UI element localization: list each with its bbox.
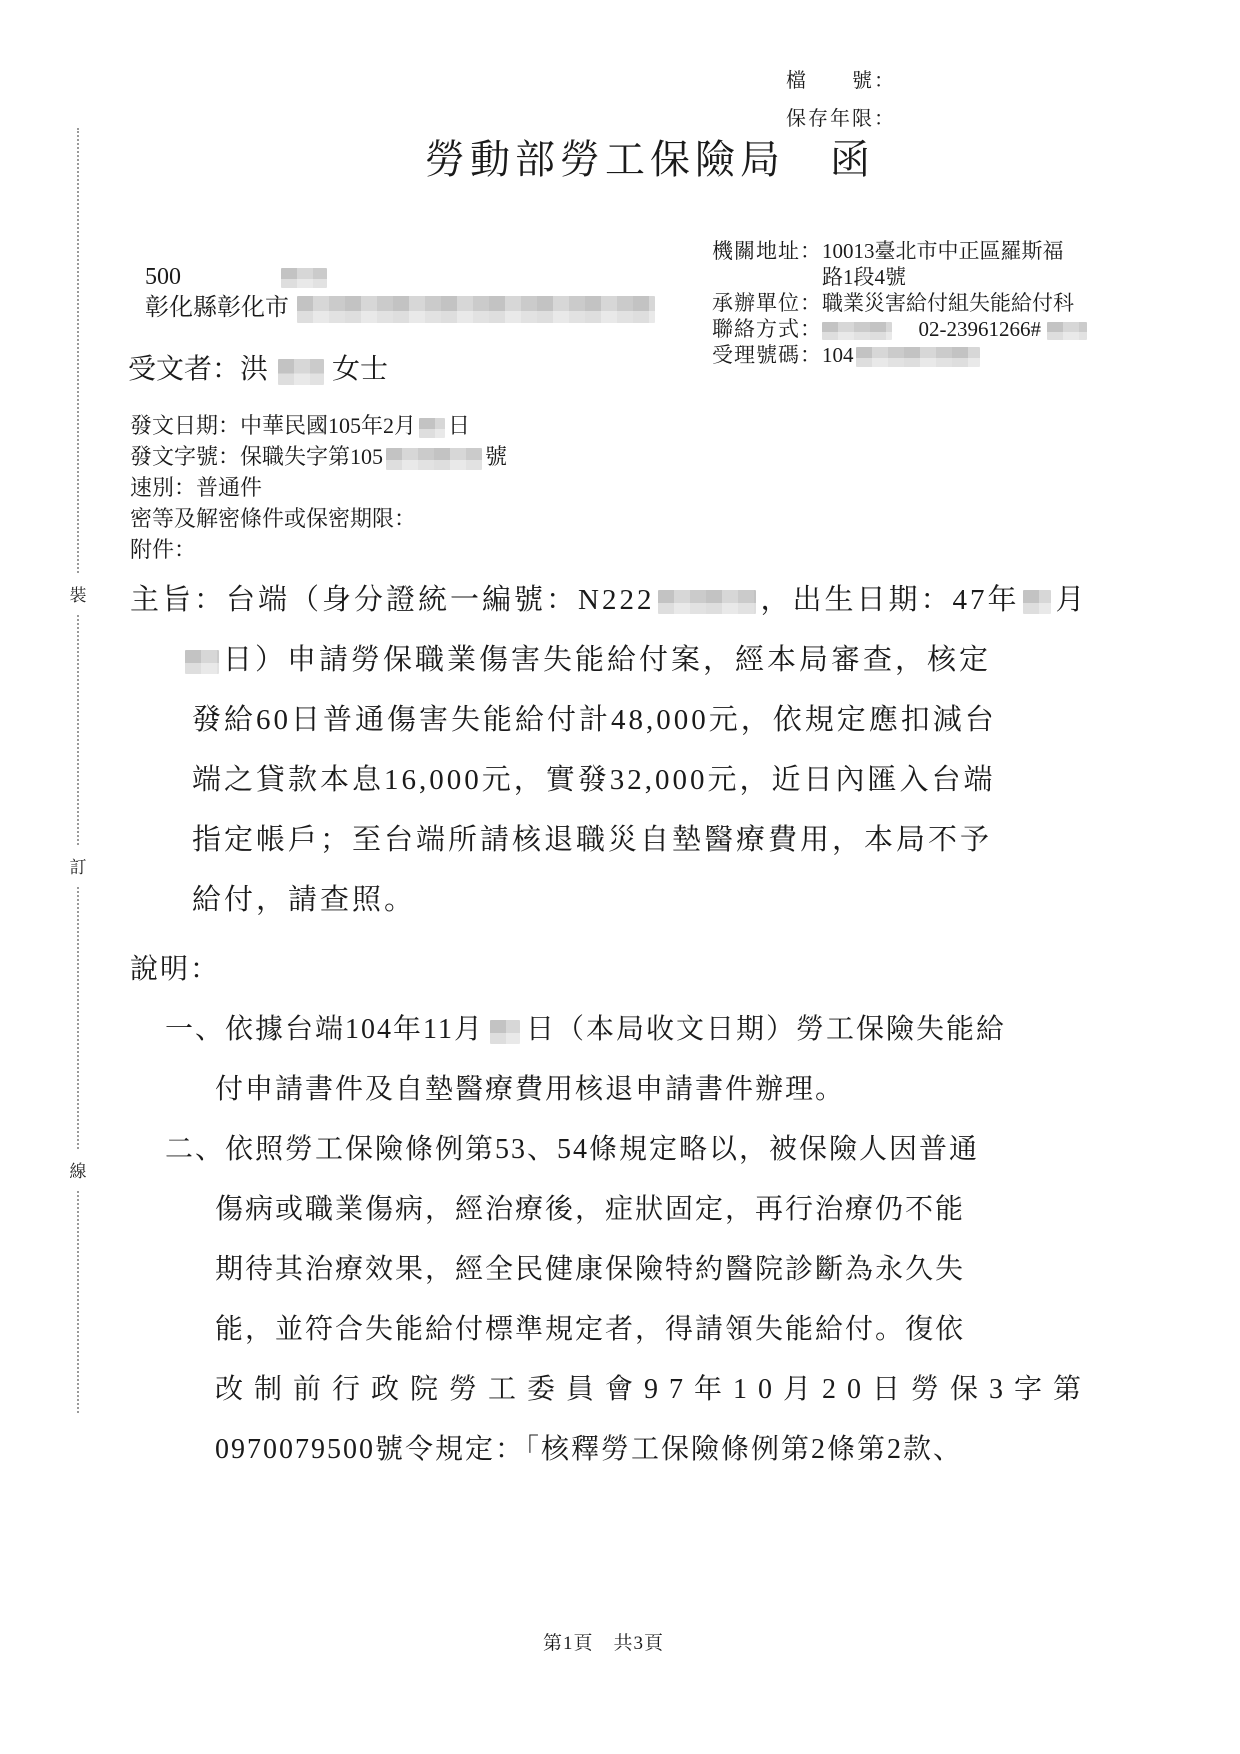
redacted-text: [419, 418, 445, 438]
file-number-label: 檔 號：: [786, 70, 896, 92]
reference-number-label: 發文字號：: [130, 444, 241, 469]
speed-class-line: 速別：普通件: [130, 475, 263, 500]
item1-text: 日（本局收文日期）勞工保險失能給: [525, 1014, 1006, 1045]
addressee-suffix: 女士: [332, 354, 389, 385]
agency-case-value: [822, 342, 1132, 368]
subject-paragraph: [130, 570, 1088, 930]
redacted-text: [185, 650, 219, 674]
agency-case-label: 受理號碼：: [712, 343, 822, 367]
explanation-item2-line3: 期待其治療效果，經全民健康保險特約醫院診斷為永久失: [215, 1254, 966, 1285]
redacted-text: [822, 322, 892, 340]
redacted-text: [281, 268, 327, 288]
item1-number: 一、: [165, 1014, 226, 1045]
document-title: 勞動部勞工保險局 函: [425, 137, 875, 182]
street-address-line: [145, 293, 655, 324]
file-number-block: [786, 62, 896, 138]
issue-date-value: 中華民國105年2月: [240, 413, 417, 438]
explanation-heading: 說明：: [130, 954, 221, 985]
item2-text: 依照勞工保險條例第53、54條規定略以，被保險人因普通: [225, 1134, 980, 1165]
redacted-text: [297, 296, 655, 323]
explanation-item2-line4: 能，並符合失能給付標準規定者，得請領失能給付。復依: [215, 1314, 966, 1345]
agency-contact-label: 聯絡方式：: [712, 317, 822, 341]
case-number-prefix: 104: [822, 343, 854, 367]
subject-text: ，出生日期：47年: [760, 584, 1020, 616]
item2-number: 二、: [165, 1134, 226, 1165]
subject-label: 主旨：: [130, 584, 227, 616]
reference-number-value: 保職失字第105: [240, 444, 384, 469]
document-meta-block: [130, 410, 507, 565]
attachment-line: 附件：: [130, 537, 197, 562]
agency-unit-value: 職業災害給付組失能給付科: [822, 291, 1074, 315]
subject-line-3: 發給60日普通傷害失能給付計48,000元，依規定應扣減台: [192, 704, 997, 736]
security-class-line: 密等及解密條件或保密期限：: [130, 506, 417, 531]
binding-dotted-line: [77, 128, 79, 1413]
postal-code: 500: [145, 264, 181, 290]
subject-text: 月: [1055, 584, 1088, 616]
city-prefix: 彰化縣彰化市: [145, 295, 289, 321]
subject-line-1: [130, 570, 1088, 630]
subject-line-4: 端之貸款本息16,000元，實發32,000元，近日內匯入台端: [192, 764, 996, 796]
redacted-text: [856, 347, 980, 367]
binding-mark-xian: 線: [64, 1150, 92, 1189]
binding-mark-zhuang: 裝: [64, 574, 92, 613]
agency-info-block: [712, 238, 1132, 368]
reference-number-suffix: 號: [485, 444, 508, 469]
explanation-item2-line6: 0970079500號令規定：「核釋勞工保險條例第2條第2款、: [215, 1434, 964, 1465]
agency-address-value: [822, 238, 1132, 290]
issue-date-label: 發文日期：: [130, 413, 241, 438]
subject-line-5: 指定帳戶；至台端所請核退職災自墊醫療費用，本局不予: [192, 824, 993, 856]
agency-address-line1: 10013臺北市中正區羅斯福: [822, 239, 1064, 263]
item1-text: 依據台端104年11月: [225, 1014, 484, 1045]
agency-unit-row: [712, 290, 1132, 316]
agency-address-line2: 路1段4號: [822, 265, 906, 289]
explanation-item2-line2: 傷病或職業傷病，經治療後，症狀固定，再行治療仍不能: [215, 1194, 966, 1225]
issue-date-day-suffix: 日: [448, 413, 471, 438]
explanation-section: [130, 940, 1093, 1480]
reference-number-line: [130, 441, 507, 472]
subject-line-2: [130, 630, 1060, 690]
agency-address-label: 機關地址：: [712, 239, 822, 263]
page-number-footer: 第1頁 共3頁: [543, 1633, 665, 1654]
explanation-item2-line5: 改制前行政院勞工委員會97年10月20日勞保3字第: [215, 1374, 1093, 1405]
agency-phone: 02-23961266#: [918, 317, 1041, 341]
redacted-text: [1023, 590, 1051, 614]
agency-address-row: [712, 238, 1132, 290]
subject-text: 台端（身分證統一編號：N222: [226, 584, 655, 616]
addressee-prefix: 受文者：洪: [128, 354, 269, 385]
redacted-text: [658, 590, 756, 614]
redacted-text: [386, 448, 482, 470]
agency-unit-label: 承辦單位：: [712, 291, 822, 315]
recipient-address-block: [145, 262, 655, 324]
redacted-text: [490, 1020, 520, 1044]
agency-contact-row: [712, 316, 1132, 342]
subject-text: 日）申請勞保職業傷害失能給付案，經本局審查，核定: [223, 644, 992, 676]
explanation-item1-line1: [130, 1000, 1060, 1060]
redacted-text: [278, 359, 324, 385]
subject-line-6: 給付，請查照。: [192, 884, 417, 916]
agency-case-row: [712, 342, 1132, 368]
redacted-text: [1047, 322, 1087, 340]
retention-period-label: 保存年限：: [786, 108, 896, 130]
postal-code-line: [145, 262, 655, 293]
binding-mark-ding: 訂: [64, 846, 92, 885]
explanation-item1-line2: 付申請書件及自墊醫療費用核退申請書件辦理。: [215, 1074, 846, 1105]
agency-contact-value: [822, 316, 1132, 342]
explanation-item2-line1: [130, 1120, 1060, 1180]
addressee-line: [128, 350, 388, 390]
issue-date-line: [130, 410, 507, 441]
